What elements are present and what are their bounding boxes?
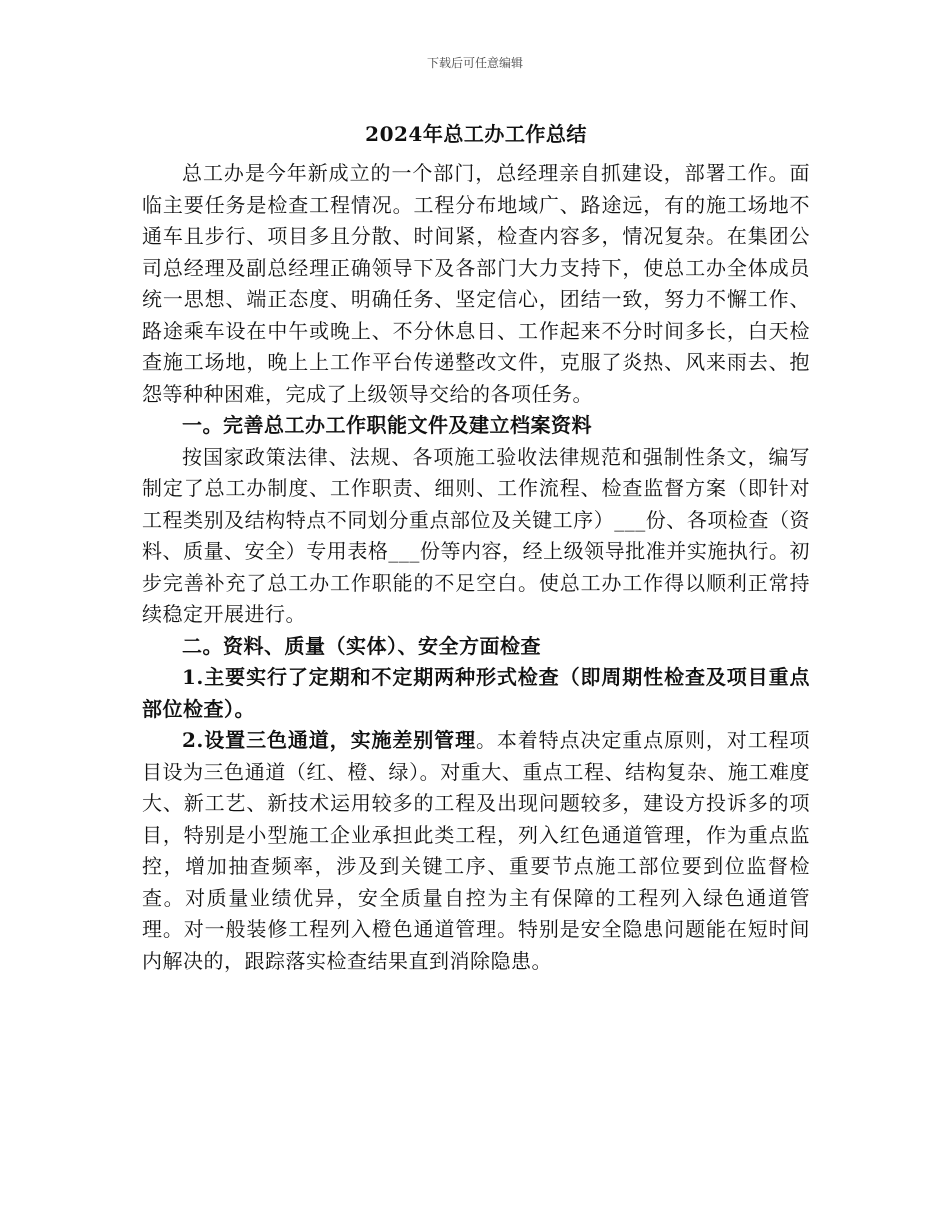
item-2-lead: 2.设置三色通道，实施差别管理 bbox=[182, 728, 476, 752]
header-note: 下载后可任意编辑 bbox=[426, 56, 523, 70]
section-2-item-2 bbox=[142, 725, 810, 977]
intro-paragraph: 总工办是今年新成立的一个部门，总经理亲自抓建设，部署工作。面临主要任务是检查工程情况。工程分布地域广、路途远，有的施工场地不通车且步行、项目多且分散、时间紧，检查内容多，情况复杂。在集团公司总经理及副总经理正确领导下及各部门大力支持下，使总工办全体成员统一思想、端正态度、明确任务、坚定信心，团结一致，努力不懈工作、路途乘车设在中午或晚上、不分休息日、工作起来不分时间多长，白天检查施工场地，晚上上工作平台传递整改文件，克服了炎热、风来雨去、抱怨等种种困难，完成了上级领导交给的各项任务。 bbox=[142, 161, 810, 406]
section-1-paragraph: 按国家政策法律、法规、各项施工验收法律规范和强制性条文，编写制定了总工办制度、工作职责、细则、工作流程、检查监督方案（即针对工程类别及结构特点不同划分重点部位及关键工序）___份、各项检查（资料、质量、安全）专用表格___份等内容，经上级领导批准并实施执行。初步完善补充了总工办工作职能的不足空白。使总工办工作得以顺利正常持续稳定开展进行。 bbox=[142, 444, 810, 626]
section-2-heading: 二。资料、质量（实体）、安全方面检查 bbox=[182, 633, 541, 658]
item-2-body: 。本着特点决定重点原则，对工程项目设为三色通道（红、橙、绿）。对重大、重点工程、结构复杂、施工难度大、新工艺、新技术运用较多的工程及出现问题较多，建设方投诉多的项目，特别是小型施工企业承担此类工程，列入红色通道管理，作为重点监控，增加抽查频率，涉及到关键工序、重要节点施工部位要到位监督检查。对质量业绩优异，安全质量自控为主有保障的工程列入绿色通道管理。对一般装修工程列入橙色通道管理。特别是安全隐患问题能在短时间内解决的，跟踪落实检查结果直到消除隐患。 bbox=[142, 728, 810, 973]
document-body bbox=[142, 118, 810, 977]
section-2-item-1: 1.主要实行了定期和不定期两种形式检查（即周期性检查及项目重点部位检查）。 bbox=[142, 665, 810, 721]
document-title: 2024年总工办工作总结 bbox=[365, 122, 587, 146]
section-1-heading: 一。完善总工办工作职能文件及建立档案资料 bbox=[182, 413, 592, 437]
